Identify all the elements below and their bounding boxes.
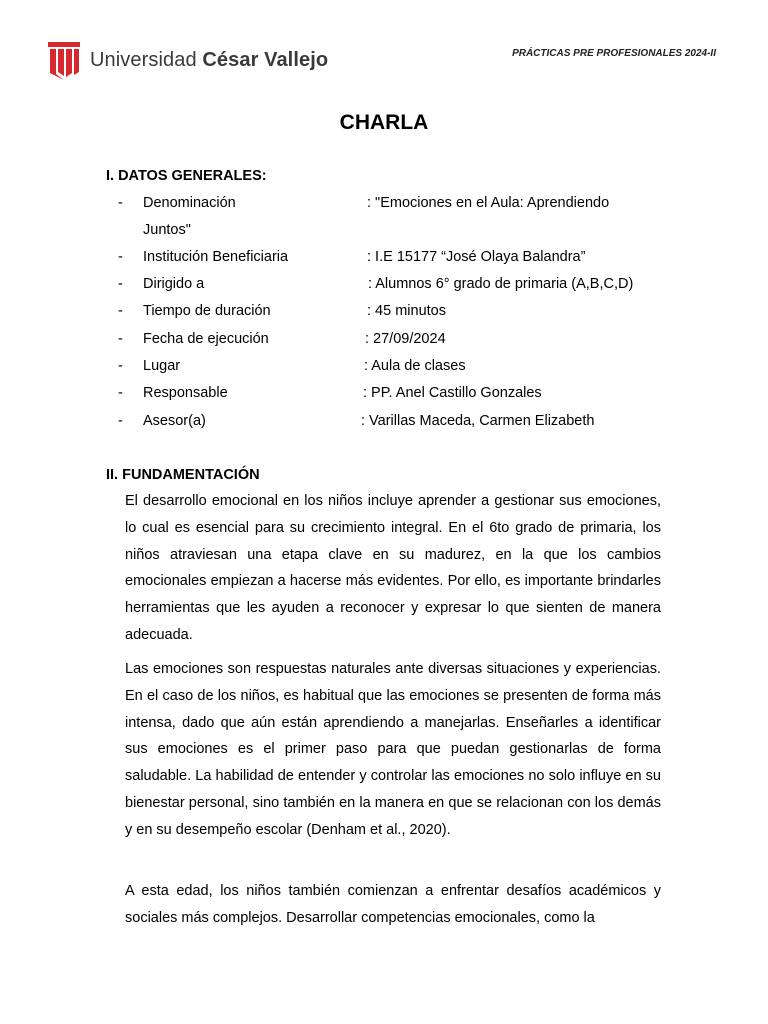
practicas-label: PRÁCTICAS PRE PROFESIONALES 2024-II <box>512 48 716 59</box>
ucv-shield-icon <box>48 40 80 80</box>
item-value: : PP. Anel Castillo Gonzales <box>363 385 542 401</box>
datos-item-tiempo <box>118 298 678 325</box>
item-label: Responsable <box>143 385 228 401</box>
datos-item-fecha <box>118 326 678 353</box>
datos-item-lugar <box>118 353 678 380</box>
list-dash: - <box>118 413 123 429</box>
item-label: Institución Beneficiaria <box>143 249 289 265</box>
fundamentacion-paragraph-3: A esta edad, los niños también comienzan a enfrentar desafíos académicos y sociales más complejos. Desarrollar competencias emocionales, como la <box>125 883 661 926</box>
item-label: Lugar <box>143 358 181 374</box>
page-header <box>0 0 768 100</box>
list-dash: - <box>118 276 123 292</box>
datos-item-responsable <box>118 380 678 407</box>
fundamentacion-paragraph-1: El desarrollo emocional en los niños incluye aprender a gestionar sus emociones, lo cual es esencial para su crecimiento integral. En el 6to grado de primaria, los niños atraviesan una etapa clave en su madurez, en la que los cambios emocionales empiezan a hacerse más evidentes. Por ello, es importante brindarles herramientas que les ayuden a reconocer y expresar lo que sienten de manera adecuada. <box>125 493 661 643</box>
list-dash: - <box>118 358 123 374</box>
list-dash: - <box>118 385 123 401</box>
datos-generales-heading: I. DATOS GENERALES: <box>106 168 267 184</box>
item-label: Fecha de ejecución <box>143 331 269 347</box>
item-value: : Varillas Maceda, Carmen Elizabeth <box>361 413 595 429</box>
item-label: Asesor(a) <box>143 413 206 429</box>
datos-item-dirigido <box>118 271 678 298</box>
page-title: CHARLA <box>339 111 429 134</box>
university-name: Universidad César Vallejo <box>90 48 329 71</box>
datos-item-denominacion <box>118 190 678 217</box>
item-value: : Alumnos 6° grado de primaria (A,B,C,D) <box>368 276 634 292</box>
list-dash: - <box>118 331 123 347</box>
datos-item-institucion <box>118 244 678 271</box>
fundamentacion-heading: II. FUNDAMENTACIÓN <box>106 467 260 483</box>
item-value: : "Emociones en el Aula: Aprendiendo <box>367 195 610 211</box>
item-value: : 27/09/2024 <box>365 331 446 347</box>
list-dash: - <box>118 303 123 319</box>
item-label: Dirigido a <box>143 276 205 292</box>
fundamentacion-paragraph-2: Las emociones son respuestas naturales ante diversas situaciones y experiencias. En el caso de los niños, es habitual que las emociones se presenten de forma más intensa, dado que aún están aprendiendo a manejarlas. Enseñarles a identificar sus emociones es el primer paso para que puedan gestionarlas de forma saludable. La habilidad de entender y controlar las emociones no solo influye en su bienestar personal, sino también en la manera en que se relacionan con los demás y en su desempeño escolar (Denham et al., 2020). <box>125 661 661 838</box>
list-dash: - <box>118 249 123 265</box>
item-label: Denominación <box>143 195 236 211</box>
item-value: : Aula de clases <box>364 358 466 374</box>
datos-item-asesor <box>118 408 678 435</box>
item-value-continuation: Juntos" <box>143 222 191 238</box>
university-logo <box>48 40 328 80</box>
list-dash: - <box>118 195 123 211</box>
item-value: : I.E 15177 “José Olaya Balandra” <box>367 249 586 265</box>
item-label: Tiempo de duración <box>143 303 271 319</box>
item-value: : 45 minutos <box>367 303 446 319</box>
